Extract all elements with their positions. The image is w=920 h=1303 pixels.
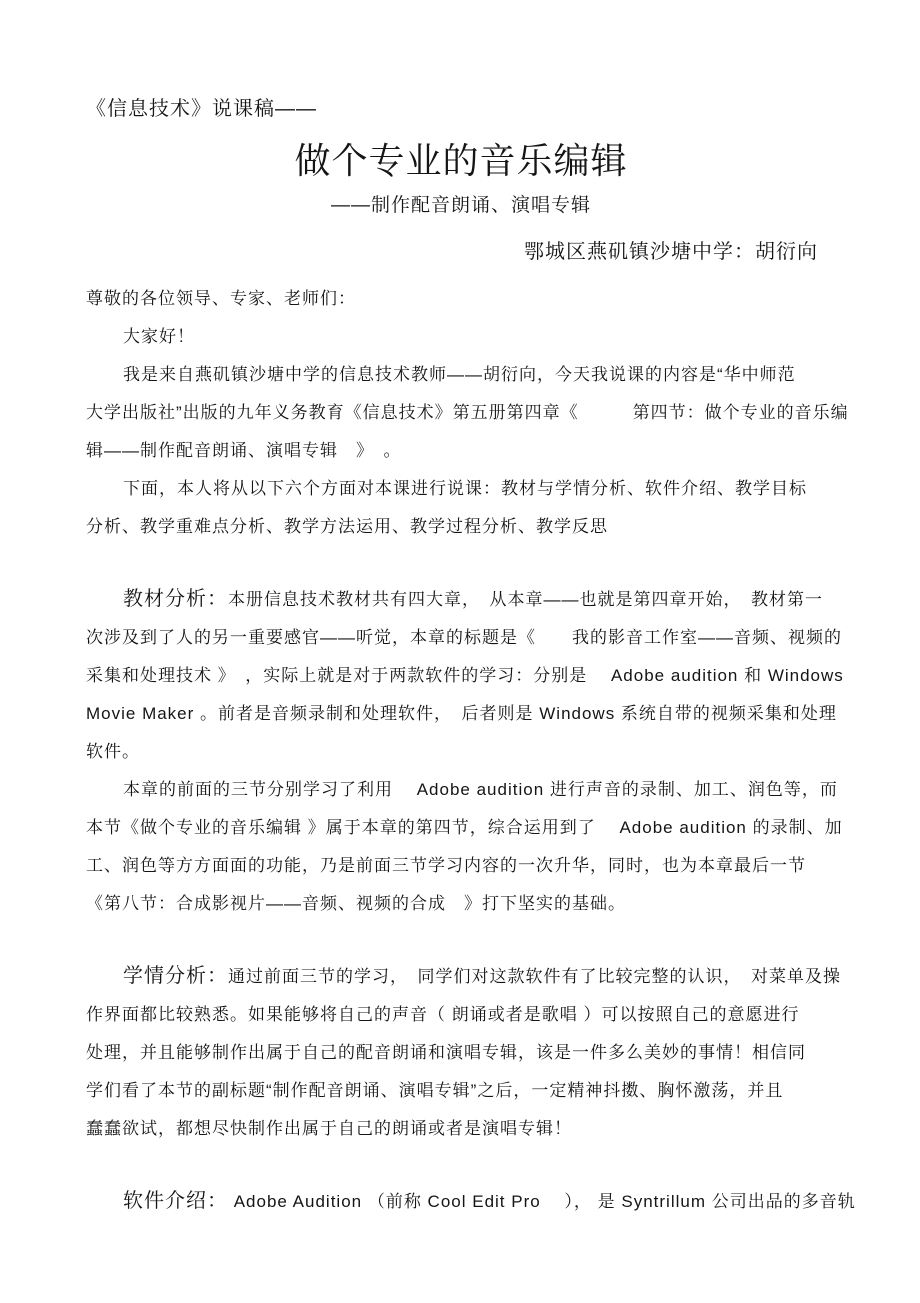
line-text: 分析、教学重难点分析、教学方法运用、教学过程分析、教学反思: [86, 517, 608, 536]
text-line: [86, 1034, 836, 1072]
text-line: [86, 1182, 856, 1221]
line-text: 下面，本人将从以下六个方面对本课进行说课：教材与学情分析、软件介绍、教学目标: [123, 479, 807, 498]
section-label: 软件介绍：: [123, 1190, 228, 1212]
document-title: 做个专业的音乐编辑: [294, 140, 628, 181]
line-text: 作界面都比较熟悉。如果能够将自己的声音（ 朗诵或者是歌唱 ）可以按照自己的意愿进行: [86, 1005, 800, 1024]
text-line: [86, 318, 836, 356]
line-text: 蠢蠢欲试，都想尽快制作出属于自己的朗诵或者是演唱专辑！: [86, 1119, 572, 1138]
text-line: [86, 695, 836, 733]
line-text: 次涉及到了人的另一重要感官——听觉，本章的标题是《 我的影音工作室——音频、视频的: [86, 628, 842, 647]
author-line: 鄂城区燕矶镇沙塘中学：胡衍向: [524, 241, 818, 263]
line-text: 本册信息技术教材共有四大章， 从本章——也就是第四章开始， 教材第一: [228, 590, 823, 609]
line-text: Movie Maker 。前者是音频录制和处理软件， 后者则是 Windows 系统自带的视频采集和处理: [86, 704, 837, 723]
line-text: 辑——制作配音朗诵、演唱专辑 》 。: [86, 441, 402, 460]
text-line: [86, 280, 836, 318]
series-label: 《信息技术》说课稿——: [86, 98, 317, 120]
line-text: 大家好！: [123, 327, 195, 346]
line-text: 《第八节：合成影视片——音频、视频的合成 》打下坚实的基础。: [86, 894, 626, 913]
line-text: 工、润色等方方面面的功能，乃是前面三节学习内容的一次升华，同时，也为本章最后一节: [86, 856, 806, 875]
text-line: [86, 356, 836, 394]
line-text: 我是来自燕矶镇沙塘中学的信息技术教师——胡衍向，今天我说课的内容是“华中师范: [123, 365, 796, 384]
line-text: 本节《做个专业的音乐编辑 》属于本章的第四节，综合运用到了 Adobe audition 的录制、加: [86, 818, 843, 837]
section-label: 学情分析：: [123, 965, 228, 987]
text-line: [86, 580, 836, 619]
text-line: [86, 809, 843, 847]
line-text: 处理，并且能够制作出属于自己的配音朗诵和演唱专辑，该是一件多么美妙的事情！相信同: [86, 1043, 806, 1062]
text-line: [86, 394, 849, 432]
text-line: [86, 996, 836, 1034]
text-line: [86, 847, 836, 885]
text-line: [86, 432, 836, 470]
line-text: 软件。: [86, 742, 140, 761]
text-line: [86, 470, 836, 508]
document-subtitle: ——制作配音朗诵、演唱专辑: [330, 195, 591, 216]
line-text: 本章的前面的三节分别学习了利用 Adobe audition 进行声音的录制、加工、润色等，而: [123, 780, 838, 799]
document-body: [86, 280, 856, 1221]
line-text: 尊敬的各位领导、专家、老师们：: [86, 289, 356, 308]
line-text: 通过前面三节的学习， 同学们对这款软件有了比较完整的认识， 对菜单及操: [228, 967, 841, 986]
text-line: [86, 733, 836, 771]
line-text: 采集和处理技术 》 ，实际上就是对于两款软件的学习：分别是 Adobe audition 和 Windows: [86, 666, 844, 685]
text-line: [86, 885, 836, 923]
text-line: [86, 771, 836, 809]
section-label: 教材分析：: [123, 588, 228, 610]
text-line: [86, 508, 836, 546]
line-text: 大学出版社”出版的九年义务教育《信息技术》第五册第四章《 第四节：做个专业的音乐编: [86, 403, 849, 422]
line-text: Adobe Audition （前称 Cool Edit Pro ）， 是 Syntrillum 公司出品的多音轨: [228, 1192, 856, 1211]
text-line: [86, 657, 844, 695]
text-line: [86, 957, 841, 996]
text-line: [86, 619, 842, 657]
line-text: 学们看了本节的副标题“制作配音朗诵、演唱专辑”之后，一定精神抖擞、胸怀激荡，并且: [86, 1081, 784, 1100]
text-line: [86, 1110, 836, 1148]
text-line: [86, 1072, 836, 1110]
